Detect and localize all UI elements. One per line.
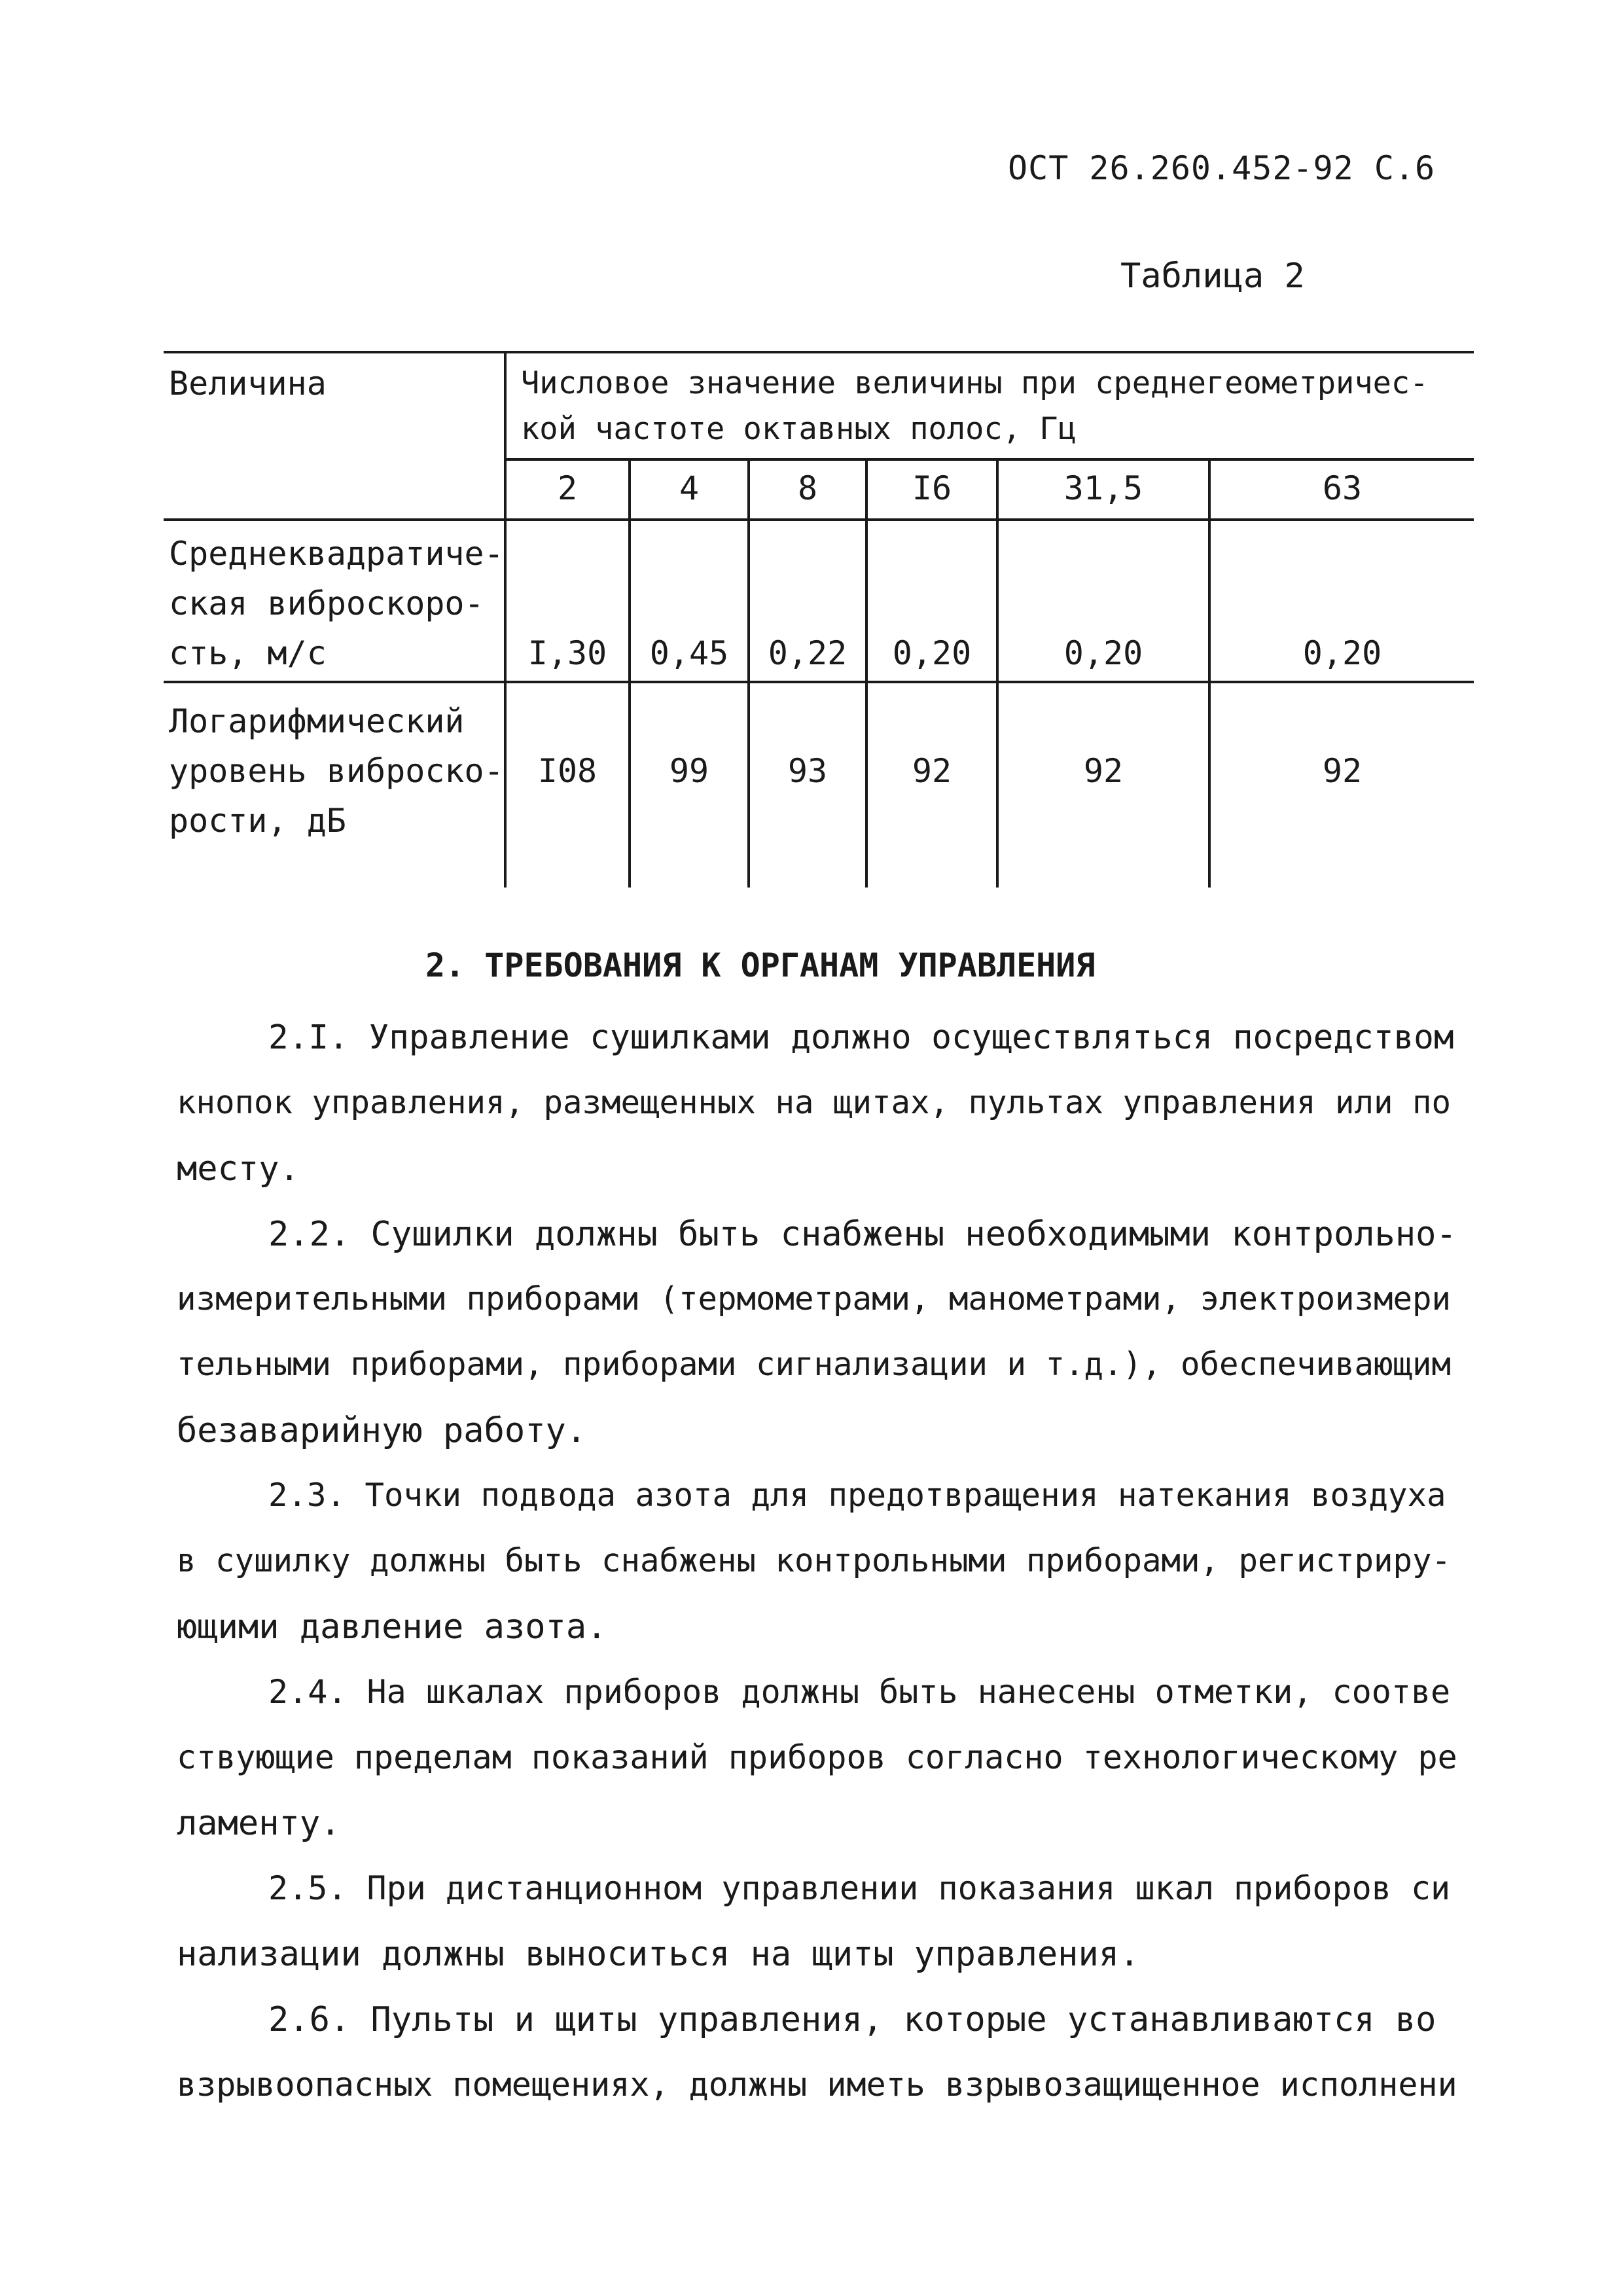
paragraph-line: 2.I. Управление сушилками должно осуществляться посредством bbox=[268, 1018, 1454, 1057]
table-caption: Таблица 2 bbox=[1120, 257, 1305, 296]
paragraph-line: безаварийную работу. bbox=[177, 1411, 587, 1450]
paragraph-line: ющими давление азота. bbox=[177, 1607, 607, 1647]
paragraph-line: измерительными приборами (термометрами, манометрами, электроизмери bbox=[177, 1280, 1452, 1318]
freq-cell: 31,5 bbox=[1063, 469, 1143, 507]
section-title: 2. ТРЕБОВАНИЯ К ОРГАНАМ УПРАВЛЕНИЯ bbox=[425, 946, 1096, 984]
freq-cell: 4 bbox=[679, 469, 700, 507]
row2-value: I08 bbox=[537, 752, 597, 790]
row1-value: I,30 bbox=[527, 634, 607, 672]
paragraph-line: 2.2. Сушилки должны быть снабжены необходимыми контрольно- bbox=[268, 1215, 1457, 1254]
row1-value: 0,20 bbox=[892, 634, 972, 672]
freq-cell: I6 bbox=[912, 469, 952, 507]
row2-label-line: уровень виброско- bbox=[169, 752, 504, 790]
paragraph-line: месту. bbox=[177, 1149, 300, 1189]
row1-value: 0,20 bbox=[1302, 634, 1382, 672]
row1-label-line: ская виброскоро- bbox=[169, 584, 484, 622]
paragraph-line: 2.3. Точки подвода азота для предотвращения натекания воздуха bbox=[268, 1477, 1446, 1514]
paragraph-line: 2.6. Пульты и щиты управления, которые устанавливаются во bbox=[268, 2000, 1436, 2039]
row1-value: 0,22 bbox=[768, 634, 847, 672]
paragraph-line: ствующие пределам показаний приборов согласно технологическому ре bbox=[177, 1738, 1457, 1776]
paragraph-line: кнопок управления, размещенных на щитах, пультах управления или по bbox=[177, 1084, 1452, 1121]
row1-label-line: сть, м/с bbox=[169, 634, 327, 672]
paragraph-line: в сушилку должны быть снабжены контрольными приборами, регистриру- bbox=[177, 1542, 1452, 1579]
row1-label-line: Среднеквадратиче- bbox=[169, 535, 504, 573]
document-code: ОСТ 26.260.452-92 С.6 bbox=[1008, 149, 1436, 187]
paragraph-line: 2.5. При дистанционном управлении показания шкал приборов си bbox=[268, 1869, 1451, 1907]
row2-value: 99 bbox=[669, 752, 709, 790]
row1-value: 0,45 bbox=[649, 634, 729, 672]
row2-value: 92 bbox=[912, 752, 952, 790]
paragraph-line: тельными приборами, приборами сигнализации и т.д.), обеспечивающим bbox=[177, 1346, 1452, 1383]
row2-value: 92 bbox=[1322, 752, 1363, 790]
row1-value: 0,20 bbox=[1063, 634, 1143, 672]
row2-value: 93 bbox=[787, 752, 828, 790]
freq-cell: 8 bbox=[797, 469, 818, 507]
paragraph-line: нализации должны выноситься на щиты управления. bbox=[177, 1935, 1140, 1974]
paragraph-line: взрывоопасных помещениях, должны иметь взрывозащищенное исполнени bbox=[177, 2066, 1457, 2104]
value-header-line1: Числовое значение величины при среднегеометричес- bbox=[521, 365, 1429, 401]
row2-value: 92 bbox=[1083, 752, 1124, 790]
row2-label-line: Логарифмический bbox=[169, 702, 465, 740]
row2-label-line: рости, дБ bbox=[169, 802, 346, 840]
quantity-header: Величина bbox=[169, 365, 327, 403]
value-header-line2: кой частоте октавных полос, Гц bbox=[521, 411, 1077, 447]
paragraph-line: ламенту. bbox=[177, 1804, 341, 1843]
freq-cell: 63 bbox=[1322, 469, 1363, 507]
freq-cell: 2 bbox=[557, 469, 578, 507]
paragraph-line: 2.4. На шкалах приборов должны быть нанесены отметки, соотве bbox=[268, 1673, 1451, 1711]
